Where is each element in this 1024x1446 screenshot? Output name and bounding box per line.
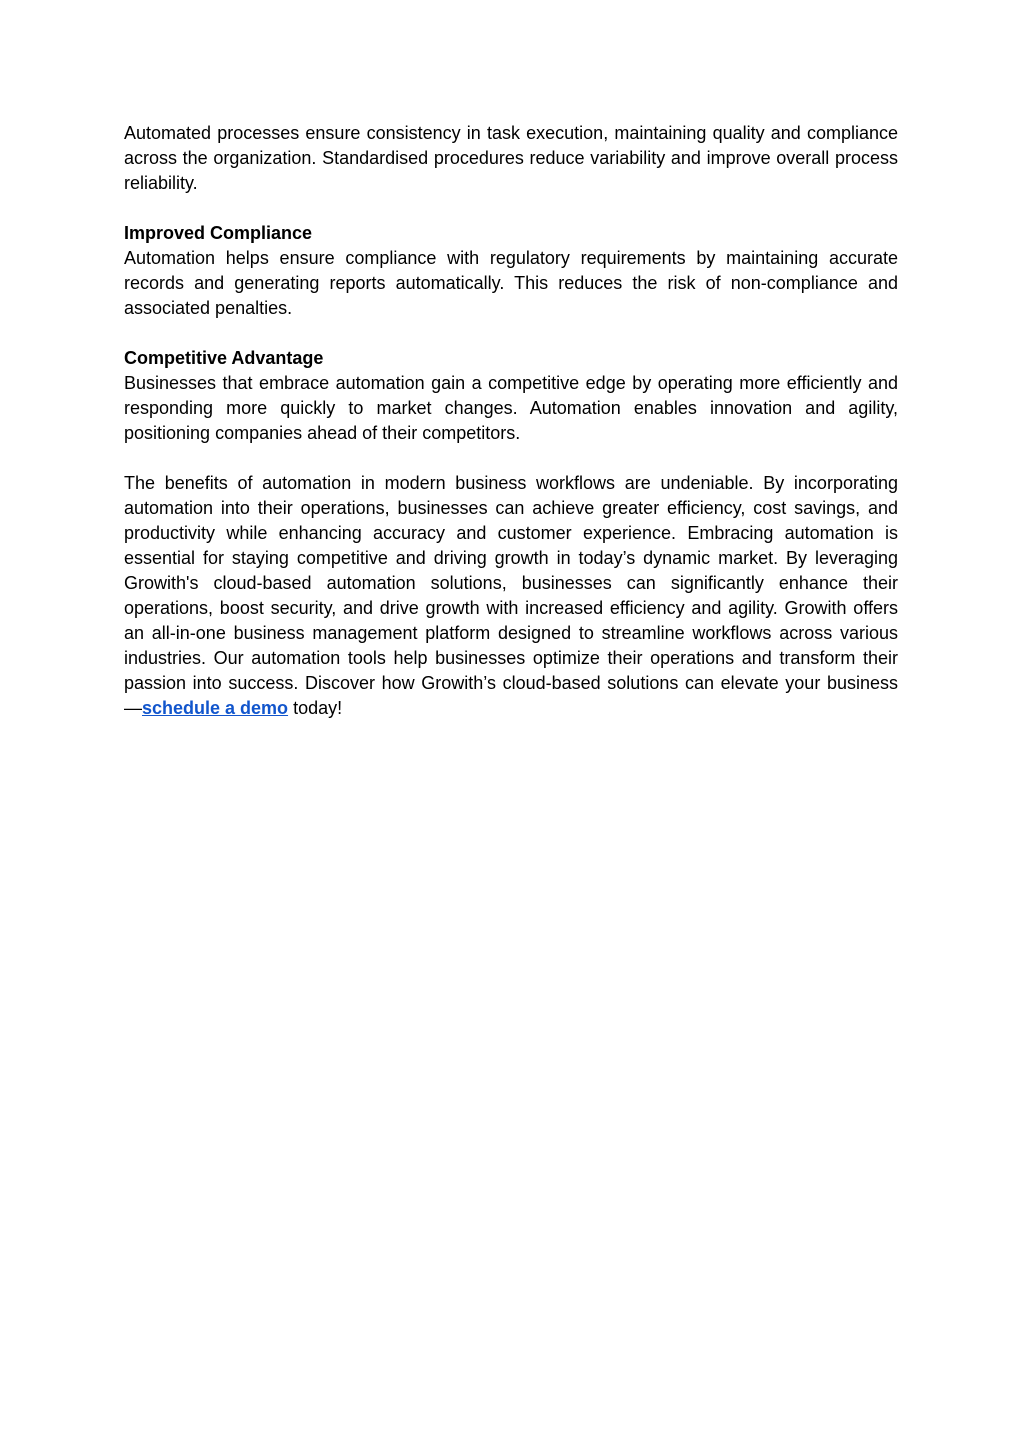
schedule-demo-link[interactable]: schedule a demo <box>142 698 289 718</box>
conclusion-paragraph <box>124 471 898 721</box>
intro-paragraph: Automated processes ensure consistency in task execution, maintaining quality and compliance across the organization. Standardised procedures reduce variability and improve overall process reliability. <box>124 123 898 193</box>
section-body-improved-compliance: Automation helps ensure compliance with regulatory requirements by maintaining accurate records and generating reports automatically. This reduces the risk of non-compliance and associated penalties. <box>124 248 898 318</box>
conclusion-text: The benefits of automation in modern business workflows are undeniable. By incorporating automation into their operations, businesses can achieve greater efficiency, cost savings, and productivity while enhancing accuracy and customer experience. Embracing automation is essential for staying competitive and driving growth in today’s dynamic market. By leveraging Growith's cloud-based automation solutions, businesses can significantly enhance their operations, boost security, and drive growth with increased efficiency and agility. Growith offers an all-in-one business management platform designed to streamline workflows across various industries. Our automation tools help businesses optimize their operations and transform their passion into success. Discover how Growith’s cloud-based solutions can elevate your business— <box>124 473 898 718</box>
section-heading-competitive-advantage: Competitive Advantage <box>124 348 324 368</box>
section-body-competitive-advantage: Businesses that embrace automation gain a competitive edge by operating more efficiently and responding more quickly to market changes. Automation enables innovation and agility, positioning companies ahead of their competitors. <box>124 373 898 443</box>
conclusion-text-end: today! <box>288 698 343 718</box>
section-heading-improved-compliance: Improved Compliance <box>124 223 313 243</box>
document-page <box>124 121 898 746</box>
